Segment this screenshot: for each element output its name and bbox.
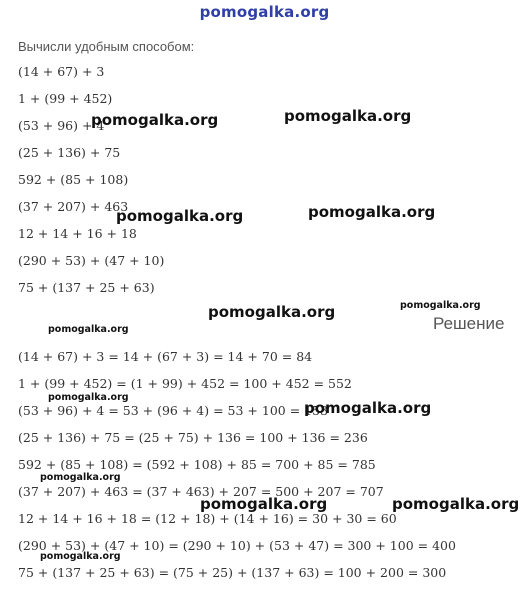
solution-line: (37 + 207) + 463 = (37 + 463) + 207 = 500 + 207 = 707: [18, 484, 384, 499]
watermark: pomogalka.org: [308, 203, 436, 221]
watermark: pomogalka.org: [91, 111, 219, 129]
solution-heading: Решение: [433, 314, 505, 333]
task-expression: 75 + (137 + 25 + 63): [18, 280, 155, 295]
watermark: pomogalka.org: [48, 392, 129, 403]
task-expression: 12 + 14 + 16 + 18: [18, 226, 137, 241]
task-expression: (290 + 53) + (47 + 10): [18, 253, 165, 268]
watermark: pomogalka.org: [116, 207, 244, 225]
watermark: pomogalka.org: [284, 107, 412, 125]
solution-line: 592 + (85 + 108) = (592 + 108) + 85 = 700 + 85 = 785: [18, 457, 376, 472]
watermark: pomogalka.org: [40, 551, 121, 562]
watermark: pomogalka.org: [200, 495, 328, 513]
watermark: pomogalka.org: [208, 303, 336, 321]
watermark: pomogalka.org: [48, 324, 129, 335]
watermark: pomogalka.org: [304, 399, 432, 417]
task-expression: 1 + (99 + 452): [18, 91, 113, 106]
site-logo[interactable]: pomogalka.org: [199, 3, 330, 21]
solution-line: (14 + 67) + 3 = 14 + (67 + 3) = 14 + 70 = 84: [18, 349, 313, 364]
watermark: pomogalka.org: [392, 495, 520, 513]
solution-line: (290 + 53) + (47 + 10) = (290 + 10) + (53 + 47) = 300 + 100 = 400: [18, 538, 456, 553]
task-expression: (53 + 96) + 4: [18, 118, 105, 133]
solution-line: 12 + 14 + 16 + 18 = (12 + 18) + (14 + 16) = 30 + 30 = 60: [18, 511, 397, 526]
solution-line: (53 + 96) + 4 = 53 + (96 + 4) = 53 + 100 = 153: [18, 403, 329, 418]
solution-line: (25 + 136) + 75 = (25 + 75) + 136 = 100 + 136 = 236: [18, 430, 368, 445]
solution-line: 75 + (137 + 25 + 63) = (75 + 25) + (137 + 63) = 100 + 200 = 300: [18, 565, 447, 580]
task-title: Вычисли удобным способом:: [18, 39, 195, 54]
solution-line: 1 + (99 + 452) = (1 + 99) + 452 = 100 + 452 = 552: [18, 376, 352, 391]
task-expression: 592 + (85 + 108): [18, 172, 129, 187]
task-expression: (37 + 207) + 463: [18, 199, 129, 214]
watermark: pomogalka.org: [40, 472, 121, 483]
task-expression: (14 + 67) + 3: [18, 64, 105, 79]
watermark: pomogalka.org: [400, 300, 481, 311]
task-expression: (25 + 136) + 75: [18, 145, 121, 160]
